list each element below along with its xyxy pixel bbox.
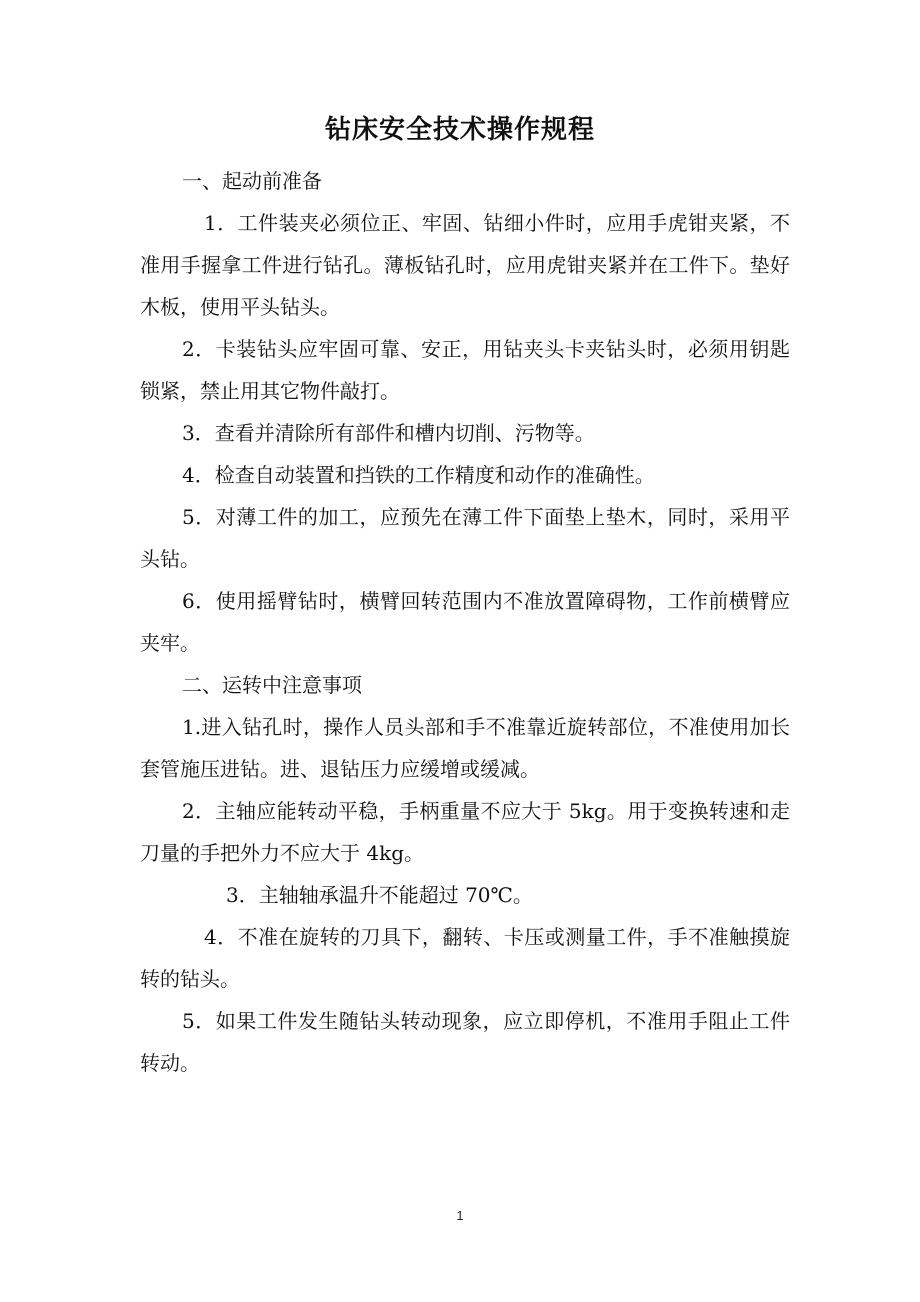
paragraph-startup-2: 2．卡装钻头应牢固可靠、安正，用钻夹头卡夹钻头时，必须用钥匙锁紧，禁止用其它物件敲打。 xyxy=(140,337,790,403)
paragraph-operation-3: 3．主轴轴承温升不能超过 70℃。 xyxy=(226,883,533,907)
paragraph-operation-4: 4．不准在旋转的刀具下，翻转、卡压或测量工件，手不准触摸旋转的钻头。 xyxy=(140,925,790,991)
page-number: 1 xyxy=(456,1208,464,1223)
paragraph-operation-5: 5．如果工件发生随钻头转动现象，应立即停机，不准用手阻止工件转动。 xyxy=(140,1009,790,1075)
document-body xyxy=(140,160,790,1084)
document-title: 钻床安全技术操作规程 xyxy=(324,115,595,145)
paragraph-startup-4: 4．检查自动装置和挡铁的工作精度和动作的准确性。 xyxy=(182,463,655,487)
paragraph-startup-3: 3．查看并清除所有部件和槽内切削、污物等。 xyxy=(182,421,595,445)
section-heading-operation: 二、运转中注意事项 xyxy=(182,673,362,697)
section-heading-startup: 一、起动前准备 xyxy=(182,169,322,193)
paragraph-operation-2: 2．主轴应能转动平稳，手柄重量不应大于 5kg。用于变换转速和走刀量的手把外力不应大于 4kg。 xyxy=(140,799,790,865)
paragraph-startup-1: 1．工件装夹必须位正、牢固、钻细小件时，应用手虎钳夹紧，不准用手握拿工件进行钻孔。薄板钻孔时，应用虎钳夹紧并在工件下。垫好木板，使用平头钻头。 xyxy=(140,211,790,319)
paragraph-operation-1: 1.进入钻孔时，操作人员头部和手不准靠近旋转部位，不准使用加长套管施压进钻。进、退钻压力应缓增或缓减。 xyxy=(140,715,790,781)
paragraph-startup-5: 5．对薄工件的加工，应预先在薄工件下面垫上垫木，同时，采用平头钻。 xyxy=(140,505,790,571)
paragraph-startup-6: 6．使用摇臂钻时，横臂回转范围内不准放置障碍物，工作前横臂应夹牢。 xyxy=(140,589,790,655)
